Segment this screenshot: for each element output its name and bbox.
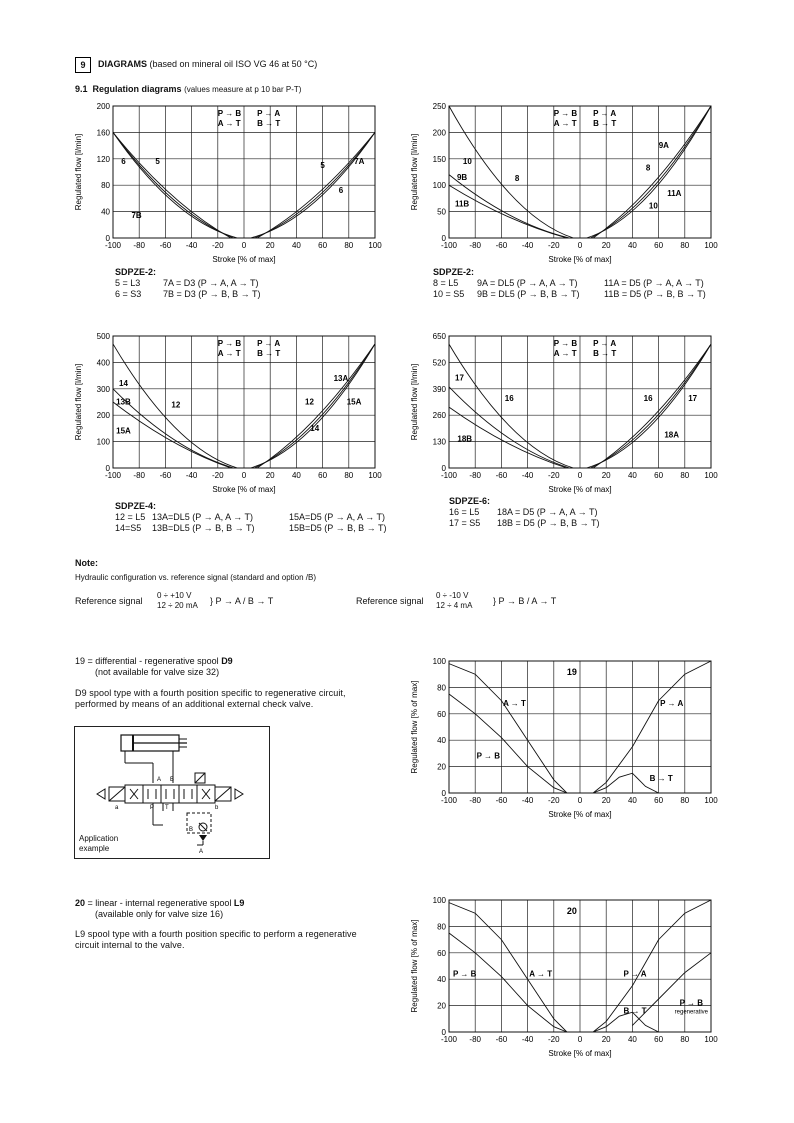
- subsection-title: Regulation diagrams: [92, 84, 182, 94]
- curve-label: 5: [155, 157, 160, 167]
- y-tick-label: 150: [432, 154, 446, 164]
- x-tick-label: 60: [654, 471, 664, 480]
- flow-direction-label: B → T: [257, 119, 281, 128]
- curve-label: 13B: [116, 397, 131, 407]
- x-tick-label: 60: [654, 796, 664, 805]
- x-tick-label: -60: [495, 471, 508, 480]
- x-tick-label: 20: [601, 471, 611, 480]
- application-label-line2: example: [79, 844, 110, 853]
- curve-label: P → B: [679, 998, 704, 1008]
- y-tick-label: 0: [105, 234, 110, 243]
- note-text: Hydraulic configuration vs. reference signal (standard and option /B): [75, 573, 317, 582]
- legend-title: SDPZE-6:: [449, 496, 491, 506]
- x-tick-label: 0: [577, 471, 583, 480]
- y-axis-label: Regulated flow [% of max]: [410, 680, 419, 774]
- side-a-label: a: [115, 805, 119, 811]
- x-tick-label: -40: [521, 796, 534, 805]
- port-b-label: B: [170, 777, 175, 783]
- spool20-desc: L9 spool type with a fourth position specific to perform a regenerative circuit internal to the valve.: [75, 929, 357, 950]
- curve-label: 8: [514, 173, 520, 183]
- legend-cell: 12 = L5: [115, 512, 146, 522]
- x-tick-label: 80: [680, 1035, 690, 1044]
- flow-direction-label: P → A: [593, 339, 617, 348]
- section-number: 9: [80, 60, 86, 70]
- section-title: DIAGRAMS: [98, 59, 147, 69]
- y-tick-label: 100: [432, 657, 446, 666]
- flow-direction-label: B → T: [593, 119, 617, 128]
- curve-label: 11A: [667, 188, 682, 198]
- x-tick-label: 80: [680, 796, 690, 805]
- y-tick-label: 100: [432, 181, 446, 191]
- y-tick-label: 130: [432, 437, 446, 447]
- y-tick-label: 40: [101, 207, 110, 217]
- legend-sdpze2-b: [433, 267, 706, 300]
- y-axis-label: Regulated flow [l/min]: [410, 363, 419, 441]
- spool20-num: 20: [75, 898, 86, 908]
- x-axis-label: Stroke [% of max]: [212, 255, 276, 264]
- flow-direction-label: A → T: [553, 119, 577, 128]
- ref2-result: } P → B / A → T: [493, 596, 557, 606]
- legend-title: SDPZE-2:: [433, 267, 475, 277]
- flow-direction-label: P → A: [257, 339, 281, 348]
- x-tick-label: 80: [680, 241, 690, 250]
- y-tick-label: 500: [96, 332, 110, 341]
- ref1-top: 0 ÷ +10 V: [157, 591, 192, 600]
- legend-cell: 13B=DL5 (P → B, B → T): [152, 523, 255, 533]
- spool19-text: = differential - regenerative spool: [85, 656, 222, 666]
- chart-number: 20: [566, 906, 577, 916]
- y-tick-label: 200: [96, 411, 110, 421]
- side-b-label: b: [215, 805, 219, 811]
- section-subtitle: (based on mineral oil ISO VG 46 at 50 °C): [149, 59, 318, 69]
- curve-label: 10: [462, 157, 472, 167]
- check-port-b-label: B: [189, 827, 194, 833]
- x-tick-label: 60: [654, 1035, 664, 1044]
- ref1-bottom: 12 ÷ 20 mA: [157, 601, 198, 610]
- application-label-line1: Application: [79, 834, 119, 843]
- y-axis-label: Regulated flow [l/min]: [410, 133, 419, 211]
- chart-number: 19: [566, 667, 577, 677]
- legend-cell: 15B=D5 (P → B, B → T): [289, 523, 387, 533]
- x-tick-label: 20: [601, 796, 611, 805]
- x-tick-label: -80: [469, 471, 481, 480]
- curve-label: P → A: [660, 698, 684, 708]
- legend-cell: 16 = L5: [449, 507, 480, 517]
- y-tick-label: 20: [437, 762, 446, 772]
- legend-cell: 13A=DL5 (P → A, A → T): [152, 512, 253, 522]
- x-tick-label: 20: [601, 1035, 611, 1044]
- legend-title: SDPZE-4:: [115, 501, 157, 511]
- curve-label: P → B: [476, 751, 501, 761]
- y-tick-label: 100: [96, 437, 110, 447]
- application-label: [79, 834, 118, 854]
- legend-cell: 8 = L5: [433, 278, 459, 288]
- y-tick-label: 390: [432, 384, 446, 394]
- x-tick-label: -20: [212, 241, 224, 250]
- curve-label: 18A: [664, 430, 680, 440]
- x-tick-label: 100: [704, 796, 718, 805]
- curve-label: 8: [645, 163, 651, 173]
- legend-cell: 5 = L3: [115, 278, 141, 288]
- x-tick-label: -20: [548, 241, 560, 250]
- x-tick-label: -100: [104, 241, 122, 250]
- legend-row: [433, 289, 706, 300]
- x-tick-label: 60: [654, 241, 664, 250]
- x-tick-label: -100: [440, 241, 458, 250]
- x-tick-label: -80: [133, 471, 145, 480]
- curve-label: 7A: [354, 157, 365, 167]
- curve-label: 18B: [457, 434, 473, 444]
- ref1-result: } P → A / B → T: [210, 596, 274, 606]
- legend-row: [449, 507, 599, 518]
- curve-label: B → T: [649, 774, 673, 784]
- flow-direction-label: P → B: [553, 109, 578, 118]
- legend-cell: 11B = D5 (P → B, B → T): [604, 289, 706, 299]
- y-tick-label: 0: [441, 1028, 446, 1037]
- curve-label: A → T: [503, 698, 526, 708]
- y-tick-label: 50: [437, 207, 446, 217]
- y-tick-label: 0: [441, 234, 446, 243]
- spool19-title: [75, 656, 233, 667]
- curve-label: 6: [338, 186, 344, 196]
- legend-row: [115, 512, 386, 523]
- x-tick-label: 0: [241, 471, 247, 480]
- x-tick-label: 100: [704, 241, 718, 250]
- y-axis-label: Regulated flow [l/min]: [74, 133, 83, 211]
- x-tick-label: 100: [704, 471, 718, 480]
- x-tick-label: -100: [440, 471, 458, 480]
- check-port-a-label: A: [199, 849, 204, 855]
- curve-label: 14: [119, 379, 128, 389]
- y-tick-label: 200: [96, 102, 110, 111]
- x-tick-label: -100: [440, 796, 458, 805]
- subsection-number: 9.1: [75, 84, 88, 94]
- curve-label: 15A: [116, 426, 131, 436]
- curve-label: 6: [121, 157, 126, 167]
- legend-sdpze4: [115, 501, 386, 534]
- curve-label: 5: [320, 161, 325, 171]
- legend-row: [115, 523, 386, 534]
- legend-row: [449, 518, 599, 529]
- x-axis-label: Stroke [% of max]: [548, 255, 612, 264]
- flow-direction-label: A → T: [217, 349, 241, 358]
- series-line: [449, 694, 567, 793]
- series-line: [449, 664, 567, 793]
- legend-cell: 10 = S5: [433, 289, 465, 299]
- y-tick-label: 120: [96, 154, 110, 164]
- x-tick-label: 60: [318, 241, 328, 250]
- legend-row: [115, 289, 260, 300]
- x-tick-label: 40: [627, 241, 637, 250]
- port-p-label: P: [150, 805, 155, 811]
- flow-direction-label: P → A: [593, 109, 617, 118]
- x-tick-label: 20: [601, 241, 611, 250]
- x-tick-label: -60: [495, 241, 508, 250]
- flow-direction-label: B → T: [593, 349, 617, 358]
- curve-label: 12: [171, 400, 181, 410]
- y-tick-label: 0: [105, 464, 110, 473]
- x-tick-label: 20: [265, 471, 275, 480]
- x-axis-label: Stroke [% of max]: [548, 810, 612, 819]
- flow-direction-label: B → T: [257, 349, 281, 358]
- y-tick-label: 60: [437, 948, 446, 958]
- legend-cell: 7A = D3 (P → A, A → T): [163, 278, 259, 288]
- curve-label: 15A: [346, 397, 362, 407]
- flow-direction-label: P → A: [257, 109, 281, 118]
- x-tick-label: -100: [104, 471, 122, 480]
- spool20-code: L9: [233, 898, 245, 908]
- series-line: [449, 933, 567, 1032]
- x-tick-label: 80: [680, 471, 690, 480]
- x-tick-label: -40: [185, 471, 198, 480]
- legend-cell: 9A = DL5 (P → A, A → T): [477, 278, 578, 288]
- x-tick-label: -80: [469, 1035, 481, 1044]
- curve-label: 13A: [333, 373, 349, 383]
- curve-label: A → T: [529, 969, 553, 979]
- legend-cell: 18B = D5 (P → B, B → T): [497, 518, 600, 528]
- x-tick-label: -60: [495, 1035, 508, 1044]
- y-tick-label: 40: [437, 736, 446, 746]
- curve-label: 9B: [456, 172, 468, 182]
- x-tick-label: -80: [469, 796, 481, 805]
- x-tick-label: 0: [577, 241, 583, 250]
- y-tick-label: 300: [96, 384, 110, 394]
- legend-cell: 11A = D5 (P → A, A → T): [604, 278, 704, 288]
- spool19-subtitle: (not available for valve size 32): [95, 667, 220, 677]
- y-tick-label: 0: [441, 789, 446, 798]
- flow-direction-label: P → B: [217, 109, 242, 118]
- legend-cell: 18A = D5 (P → A, A → T): [497, 507, 598, 517]
- x-tick-label: -80: [469, 241, 481, 250]
- reference-signal-2: [356, 591, 626, 613]
- curve-label: 12: [305, 397, 314, 407]
- y-tick-label: 20: [437, 1001, 446, 1011]
- y-tick-label: 80: [437, 683, 446, 693]
- x-tick-label: 100: [704, 1035, 718, 1044]
- y-tick-label: 160: [96, 128, 110, 138]
- note-title: Note:: [75, 558, 98, 568]
- curve-label: 10: [648, 201, 658, 211]
- port-a-label: A: [157, 777, 162, 783]
- flow-direction-label: P → B: [217, 339, 242, 348]
- y-tick-label: 0: [441, 464, 446, 473]
- x-tick-label: 100: [368, 471, 382, 480]
- x-tick-label: 0: [577, 796, 583, 805]
- x-tick-label: -40: [521, 1035, 534, 1044]
- flow-direction-label: A → T: [217, 119, 241, 128]
- curve-label: 16: [643, 393, 653, 403]
- ref2-top: 0 ÷ -10 V: [436, 591, 469, 600]
- y-tick-label: 80: [101, 181, 110, 191]
- y-tick-label: 60: [437, 709, 446, 719]
- ref-label: Reference signal: [356, 596, 424, 606]
- x-tick-label: 0: [241, 241, 247, 250]
- legend-cell: 7B = D3 (P → B, B → T): [163, 289, 261, 299]
- x-axis-label: Stroke [% of max]: [212, 485, 276, 494]
- spool19-code: D9: [221, 656, 233, 666]
- x-tick-label: -40: [521, 471, 534, 480]
- series-line: [449, 903, 567, 1032]
- legend-cell: 15A=D5 (P → A, A → T): [289, 512, 385, 522]
- flow-direction-label: A → T: [553, 349, 577, 358]
- x-tick-label: 40: [627, 471, 637, 480]
- application-example-box: [74, 726, 270, 859]
- x-tick-label: -20: [212, 471, 224, 480]
- curve-label: 14: [310, 424, 320, 434]
- curve-label: 11B: [454, 199, 470, 209]
- y-tick-label: 200: [432, 128, 446, 138]
- x-tick-label: 40: [291, 471, 301, 480]
- x-tick-label: -60: [495, 796, 508, 805]
- x-tick-label: 80: [344, 241, 354, 250]
- regenerative-label: regenerative: [674, 1009, 709, 1016]
- subsection-subtitle: (values measure at p 10 bar P-T): [184, 85, 302, 94]
- curve-label: P → A: [623, 969, 647, 979]
- spool19-desc: D9 spool type with a fourth position specific to regenerative circuit, performed by means of an additional external check valve.: [75, 688, 346, 709]
- y-tick-label: 650: [432, 332, 446, 341]
- x-tick-label: -20: [548, 796, 560, 805]
- x-tick-label: -100: [440, 1035, 458, 1044]
- x-tick-label: -40: [521, 241, 534, 250]
- x-tick-label: -20: [548, 1035, 560, 1044]
- ref-label: Reference signal: [75, 596, 143, 606]
- spool20-subtitle: (available only for valve size 16): [95, 909, 224, 919]
- spool19-num: 19: [75, 656, 86, 666]
- x-tick-label: -60: [159, 241, 172, 250]
- legend-row: [433, 278, 706, 289]
- ref2-bottom: 12 ÷ 4 mA: [436, 601, 473, 610]
- x-tick-label: 40: [627, 1035, 637, 1044]
- legend-cell: 14=S5: [115, 523, 142, 533]
- x-tick-label: -40: [185, 241, 198, 250]
- curve-label: 7B: [131, 211, 142, 221]
- x-tick-label: 40: [291, 241, 301, 250]
- reference-signal-1: [75, 591, 345, 613]
- x-axis-label: Stroke [% of max]: [548, 1049, 612, 1058]
- y-axis-label: Regulated flow [% of max]: [410, 919, 419, 1013]
- port-t-label: T: [165, 805, 169, 811]
- flow-direction-label: P → B: [553, 339, 578, 348]
- legend-sdpze2-a: [115, 267, 260, 300]
- legend-sdpze6: [449, 496, 599, 529]
- x-tick-label: 100: [368, 241, 382, 250]
- curve-label: B → T: [623, 1006, 647, 1016]
- x-tick-label: 20: [265, 241, 275, 250]
- legend-cell: 17 = S5: [449, 518, 481, 528]
- legend-cell: 9B = DL5 (P → B, B → T): [477, 289, 580, 299]
- curve-label: 17: [688, 393, 698, 403]
- x-tick-label: -80: [133, 241, 145, 250]
- x-tick-label: -60: [159, 471, 172, 480]
- legend-title: SDPZE-2:: [115, 267, 157, 277]
- y-tick-label: 520: [432, 358, 446, 368]
- y-axis-label: Regulated flow [l/min]: [74, 363, 83, 441]
- legend-cell: 6 = S3: [115, 289, 142, 299]
- x-tick-label: 60: [318, 471, 328, 480]
- y-tick-label: 250: [432, 102, 446, 111]
- x-tick-label: 80: [344, 471, 354, 480]
- curve-label: P → B: [453, 969, 477, 979]
- legend-row: [115, 278, 260, 289]
- y-tick-label: 40: [437, 975, 446, 985]
- y-tick-label: 400: [96, 358, 110, 368]
- x-tick-label: -20: [548, 471, 560, 480]
- spool20-title: [75, 898, 244, 909]
- curve-label: 17: [455, 373, 464, 383]
- curve-label: 16: [504, 393, 514, 403]
- curve-label: 9A: [658, 141, 669, 151]
- x-tick-label: 0: [577, 1035, 583, 1044]
- y-tick-label: 260: [432, 411, 446, 421]
- spool20-text: = linear - internal regenerative spool: [85, 898, 234, 908]
- y-tick-label: 80: [437, 922, 446, 932]
- y-tick-label: 100: [432, 896, 446, 905]
- x-tick-label: 40: [627, 796, 637, 805]
- x-axis-label: Stroke [% of max]: [548, 485, 612, 494]
